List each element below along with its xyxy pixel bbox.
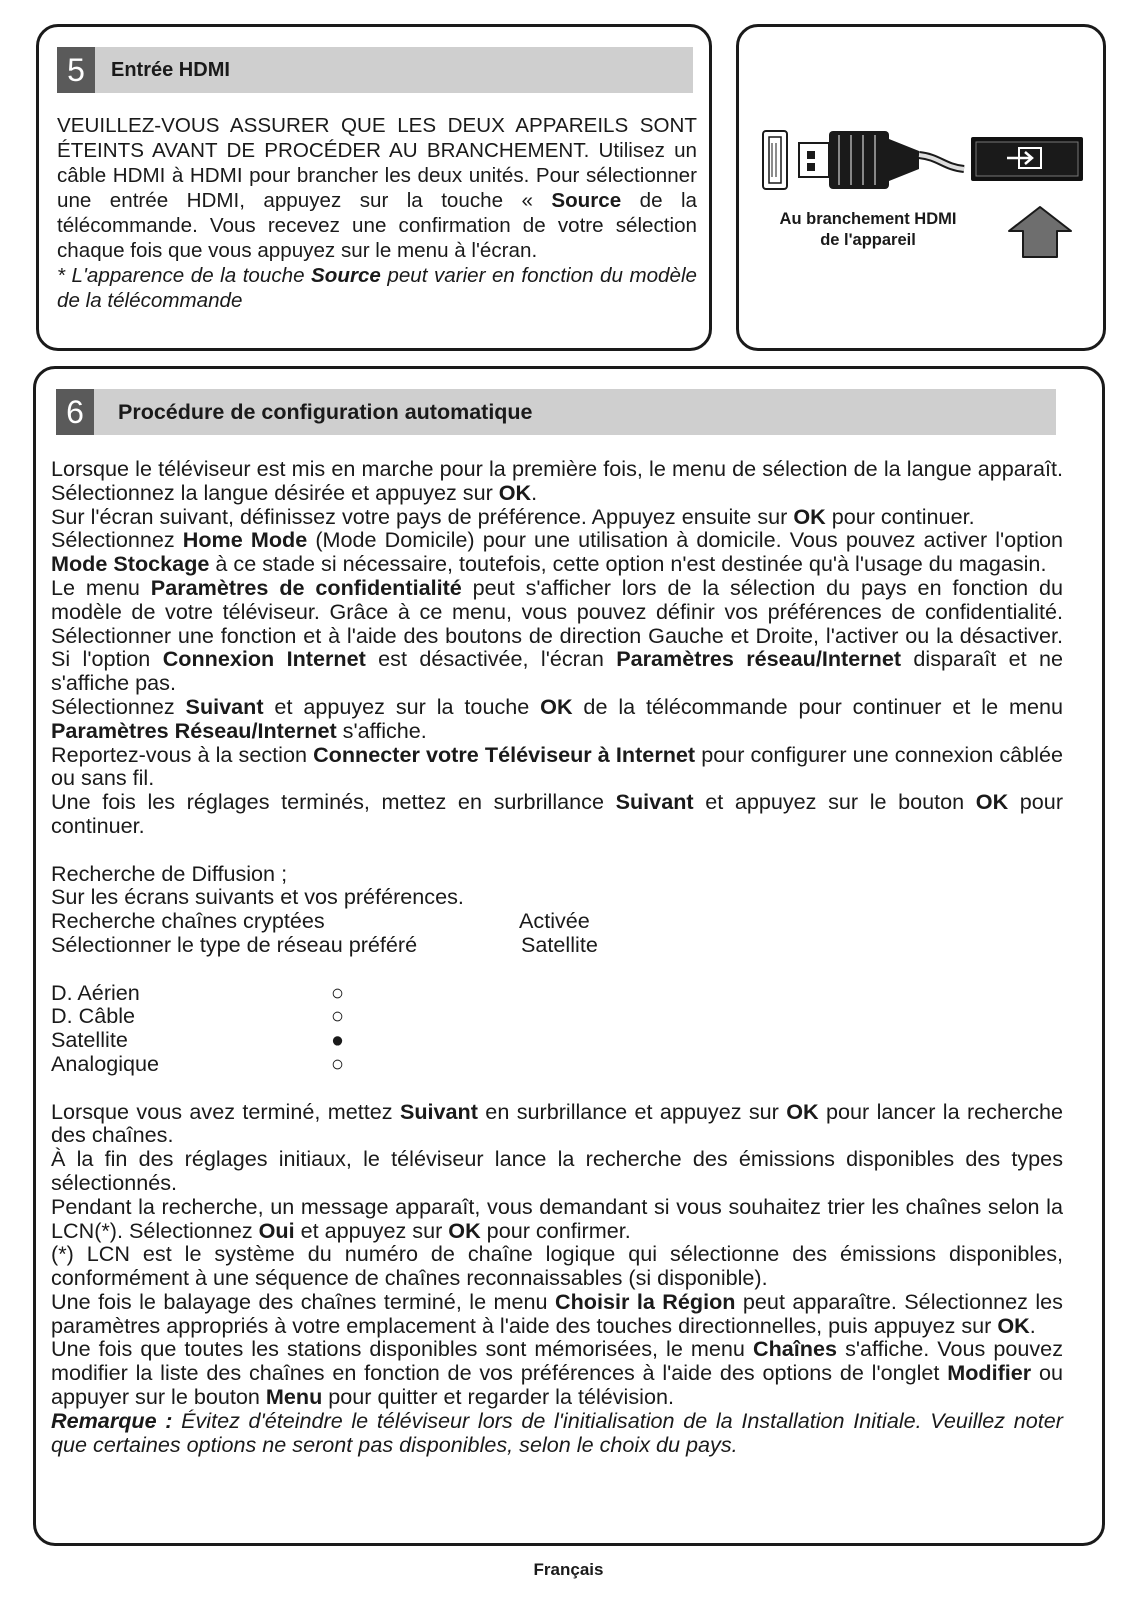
- radio-empty-icon: ○: [331, 979, 345, 1005]
- section-hdmi-input: [36, 24, 712, 351]
- section-header: [56, 389, 1056, 435]
- hdmi-figure: [736, 24, 1106, 351]
- source-button-icon: [971, 137, 1083, 181]
- setting-row: Recherche chaînes cryptées Activée: [51, 908, 590, 934]
- section-title: Entrée HDMI: [111, 58, 230, 81]
- radio-filled-icon: ●: [331, 1027, 345, 1053]
- paragraph-next: Sélectionnez Suivant et appuyez sur la touche OK de la télécommande pour continuer et le menu Paramètres Réseau/Internet s'affiche.: [51, 693, 1063, 743]
- paragraph-language: Lorsque le téléviseur est mis en marche pour la première fois, le menu de sélection de la langue apparaît. Sélectionnez la langue désirée et appuyez sur OK.: [51, 456, 1063, 505]
- network-option-row: Satellite ●: [51, 1027, 345, 1053]
- section-number: 5: [57, 47, 95, 93]
- hdmi-plug-icon: [799, 131, 964, 189]
- network-option-row: D. Aérien ○: [51, 979, 345, 1005]
- paragraph-region: Une fois le balayage des chaînes terminé, le menu Choisir la Région peut apparaître. Sélectionnez les paramètres appropriés à votre emplacement à l'aide des touches directionnelles, puis appuyez sur OK.: [51, 1288, 1063, 1338]
- paragraph-lcn: Pendant la recherche, un message apparaît, vous demandant si vous souhaitez trier les chaînes selon la LCN(*). Sélectionnez Oui et appuyez sur OK pour confirmer.: [51, 1193, 1063, 1243]
- section-number: 6: [56, 389, 94, 435]
- paragraph-connect: Reportez-vous à la section Connecter votre Téléviseur à Internet pour configurer une connexion câblée ou sans fil.: [51, 741, 1063, 791]
- paragraph-privacy: Le menu Paramètres de confidentialité peut s'afficher lors de la sélection du pays en fonction du modèle de votre téléviseur. Grâce à ce menu, vous pouvez définir vos préférences de confidentialité. Sélectionner une fonction et à l'aide des boutons de direction Gauche et Droite, l'activer ou la désactiver. Si l'option Connexion Internet est désactivée, l'écran Paramètres réseau/Internet disparaît et ne s'affiche pas.: [51, 574, 1063, 696]
- section-body: [57, 113, 697, 313]
- section-auto-setup: [33, 366, 1105, 1546]
- search-subheading: Sur les écrans suivants et vos préférences.: [51, 884, 464, 910]
- paragraph-lcn-note: (*) LCN est le système du numéro de chaîne logique qui sélectionne des émissions disponibles, conformément à une séquence de chaînes reconnaissables (si disponible).: [51, 1241, 1063, 1291]
- search-heading: Recherche de Diffusion ;: [51, 860, 288, 886]
- hdmi-caption: [763, 209, 973, 251]
- radio-empty-icon: ○: [331, 1050, 345, 1076]
- section-header: [57, 47, 693, 93]
- radio-empty-icon: ○: [331, 1003, 345, 1029]
- paragraph-country: Sur l'écran suivant, définissez votre pays de préférence. Appuyez ensuite sur OK pour continuer.: [51, 503, 975, 529]
- hdmi-note: * L'apparence de la touche Source peut varier en fonction du modèle de la télécommande: [57, 264, 697, 312]
- page-footer-language: Français: [533, 1560, 604, 1579]
- setting-row: Sélectionner le type de réseau préféré Satellite: [51, 931, 598, 957]
- paragraph-remark: Remarque : Évitez d'éteindre le téléviseur lors de l'initialisation de la Installation Initiale. Veuillez noter que certaines options ne seront pas disponibles, selon le choix du pays.: [51, 1407, 1063, 1457]
- section-title: Procédure de configuration automatique: [118, 399, 533, 424]
- hdmi-port-icon: [763, 131, 787, 189]
- network-option-row: Analogique ○: [51, 1050, 345, 1076]
- section-body: [51, 457, 1063, 1456]
- caption-line-2: de l'appareil: [820, 231, 916, 249]
- up-arrow-icon: [1007, 205, 1073, 259]
- paragraph-home-mode: Sélectionnez Home Mode (Mode Domicile) pour une utilisation à domicile. Vous pouvez activer l'option Mode Stockage à ce stade si nécessaire, toutefois, cette option n'est destinée qu'à l'usage du magasin.: [51, 527, 1063, 577]
- paragraph-start-search: Lorsque vous avez terminé, mettez Suivant en surbrillance et appuyez sur OK pour lancer la recherche des chaînes.: [51, 1098, 1063, 1148]
- paragraph-channels: Une fois que toutes les stations disponibles sont mémorisées, le menu Chaînes s'affiche. Vous pouvez modifier la liste des chaînes en fonction de vos préférences à l'aide des options de l'onglet Modifier ou appuyer sur le bouton Menu pour quitter et regarder la télévision.: [51, 1336, 1063, 1410]
- paragraph-continue: Une fois les réglages terminés, mettez en surbrillance Suivant et appuyez sur le bouton OK pour continuer.: [51, 789, 1064, 838]
- network-option-row: D. Câble ○: [51, 1003, 345, 1029]
- paragraph-end-setup: À la fin des réglages initiaux, le téléviseur lance la recherche des émissions disponibles des types sélectionnés.: [51, 1146, 1063, 1195]
- hdmi-instructions: VEUILLEZ-VOUS ASSURER QUE LES DEUX APPAREILS SONT ÉTEINTS AVANT DE PROCÉDER AU BRANCHEMENT. Utilisez un câble HDMI à HDMI pour brancher les deux unités. Pour sélectionner une entrée HDMI, appuyez sur la touche « Source de la télécommande. Vous recevez une confirmation de votre sélection chaque fois que vous appuyez sur le menu à l'écran.: [57, 114, 697, 262]
- caption-line-1: Au branchement HDMI: [779, 210, 957, 228]
